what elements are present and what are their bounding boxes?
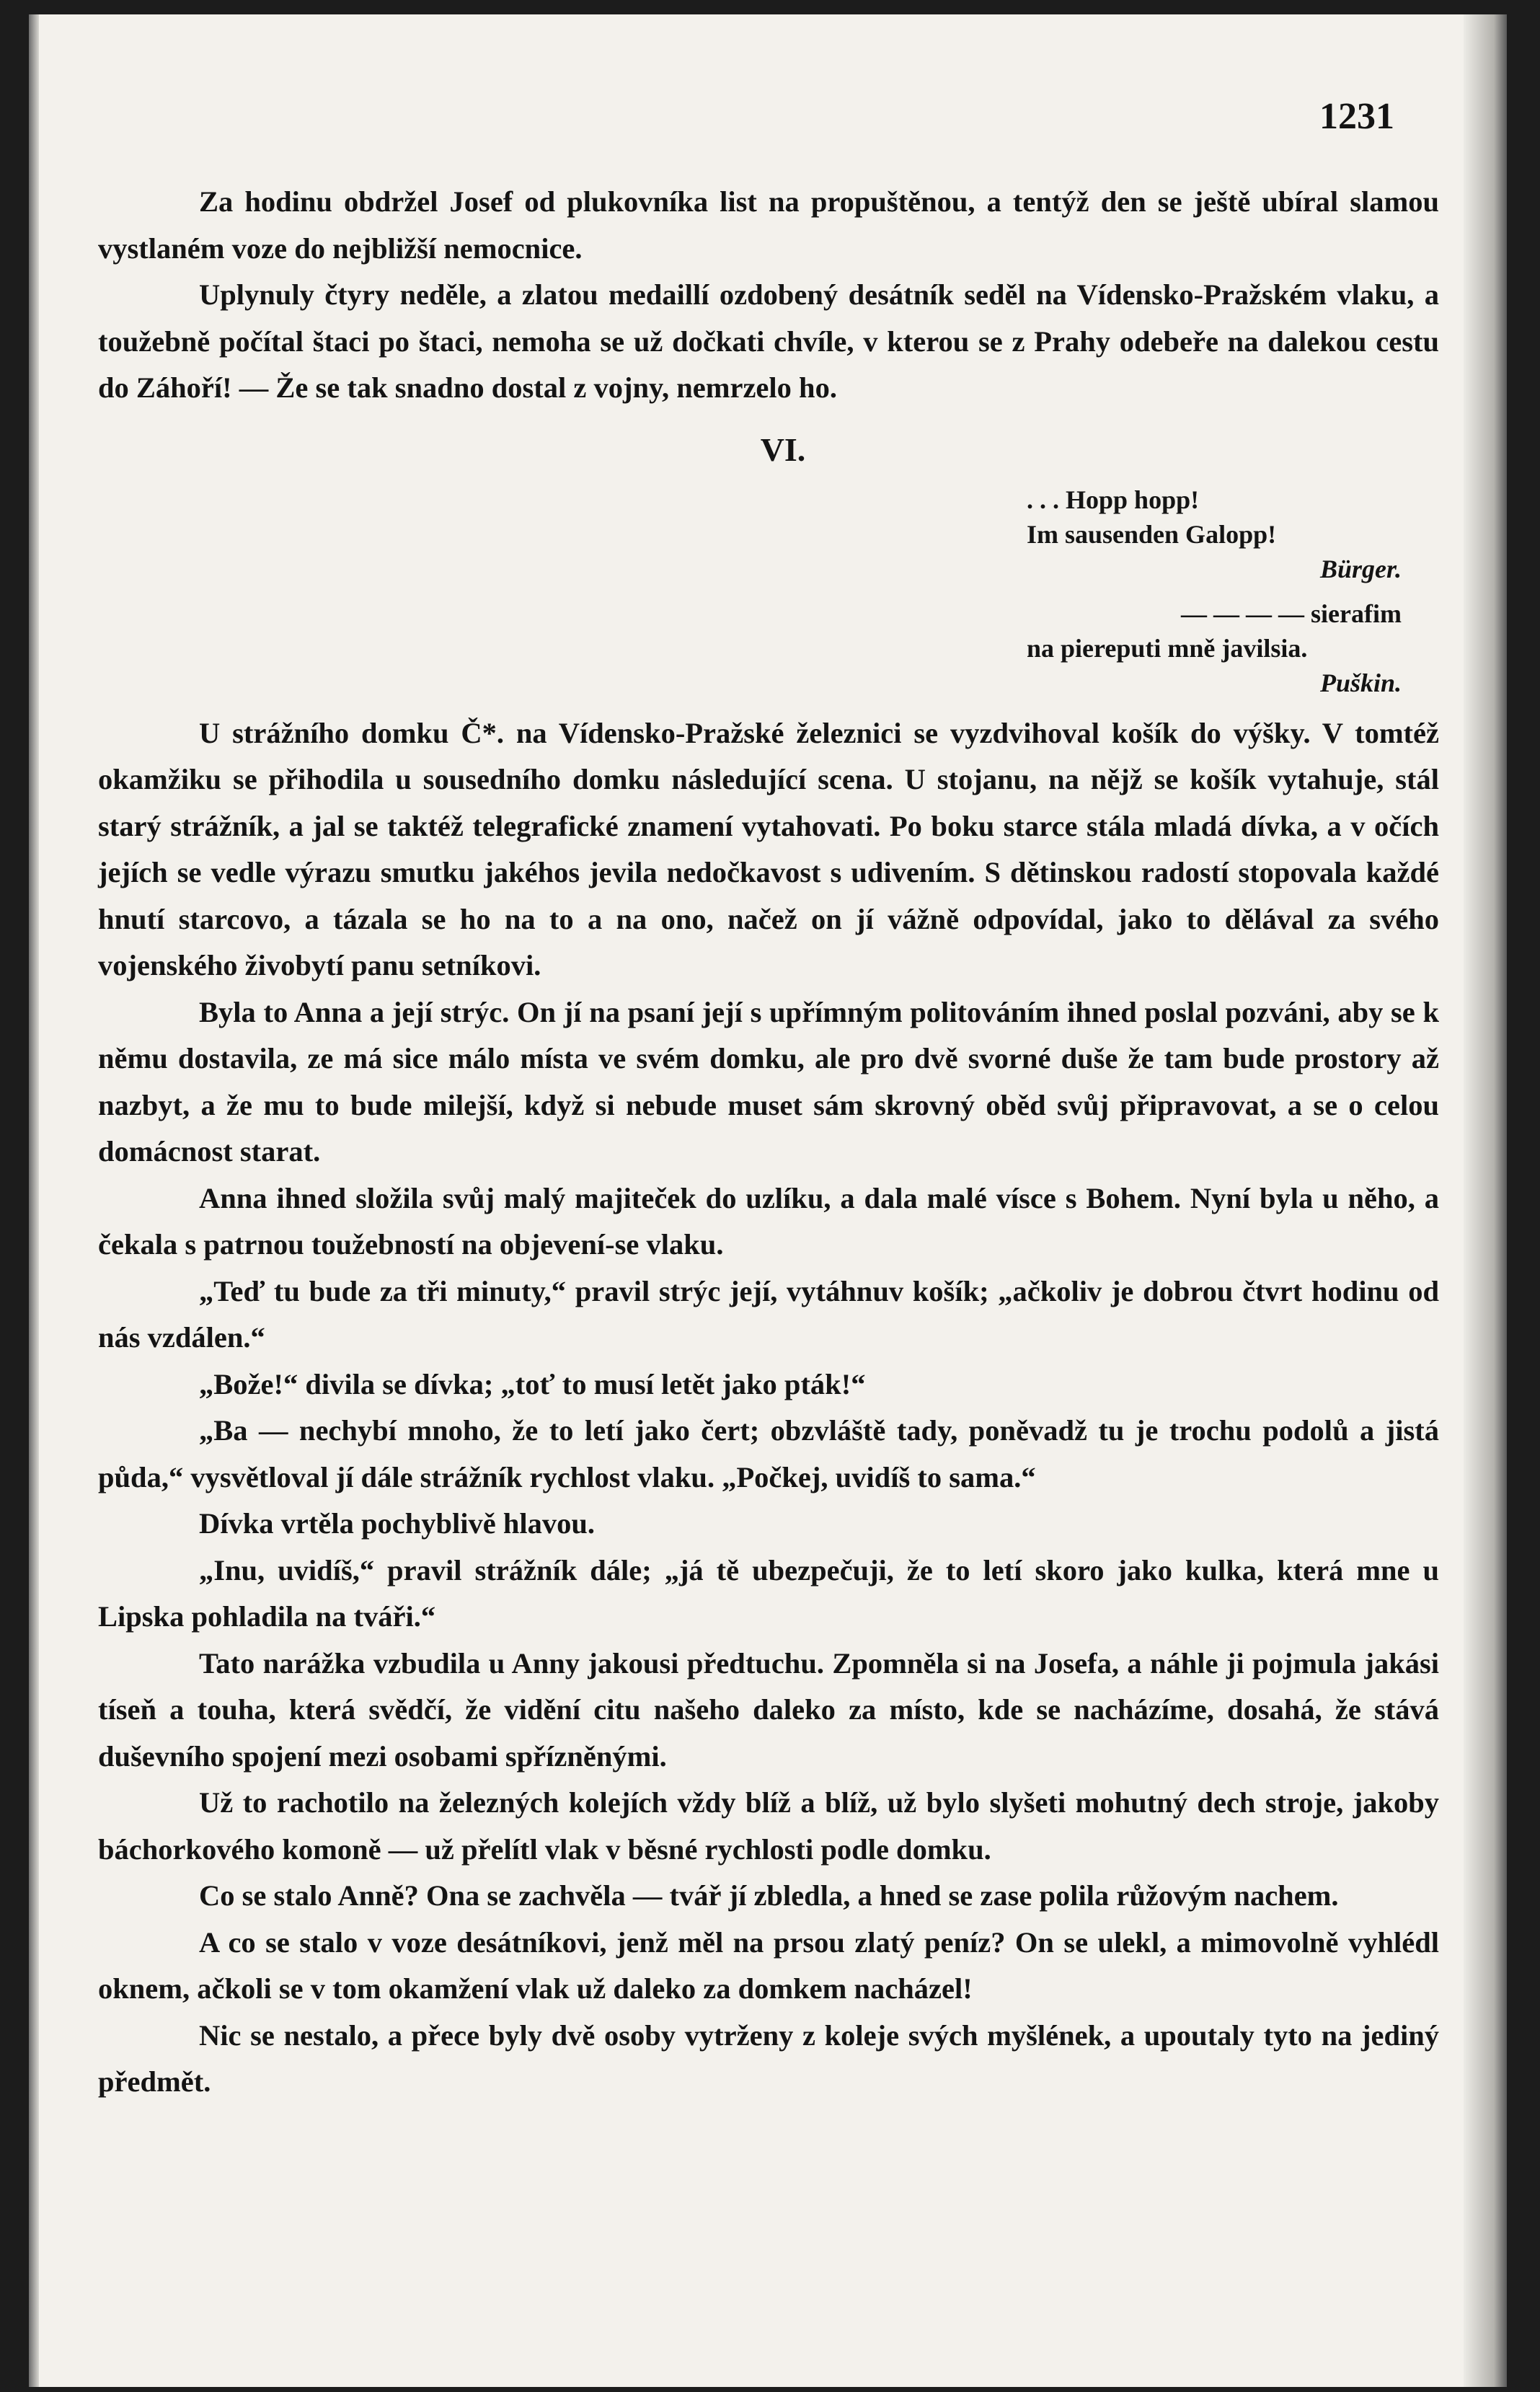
paragraph-12: Už to rachotilo na železných kolejích vždy blíž a blíž, už bylo slyšeti mohutný dech stroje, jakoby báchorkového komoně — už přelítl vlak v běsné rychlosti podle domku. (98, 1786, 1439, 1866)
epigraph-line: . . . Hopp hopp! (1027, 485, 1200, 514)
epigraph-author: Bürger. (1319, 554, 1402, 583)
paragraph-4: Byla to Anna a její strýc. On jí na psaní její s upřímným politováním ihned poslal pozváni, aby se k němu dostavila, ze má sice málo místa ve svém domku, ale pro dvě svorné duše že tam bude prostory až nazbyt, a že mu to bude milejší, když si nebude muset sám skrovný oběd svůj připravovat, a se o celou domácnost starat. (98, 995, 1439, 1168)
page-number: 1231 (1319, 96, 1394, 137)
epigraph-line: — — — — sierafim (1181, 599, 1402, 628)
paragraph-15: Nic se nestalo, a přece byly dvě osoby vytrženy z koleje svých myšlének, a upoutaly tyto na jediný předmět. (98, 2018, 1439, 2098)
paragraph-13: Co se stalo Anně? Ona se zachvěla — tvář jí zbledla, a hned se zase polila růžovým nachem. (199, 1879, 1339, 1912)
paragraph-3: U strážního domku Č*. na Vídensko-Pražské železnici se vyzdvihoval košík do výšky. V tomtéž okamžiku se přihodila u sousedního domku následující scena. U stojanu, na nějž se košík vytahuje, stál starý strážník, a jal se taktéž telegrafické znamení vytahovati. Po boku starce stála mladá dívka, a v očích jejích se vedle výrazu smutku jakéhos jevila nedočkavost s udivením. S dětinskou radostí stopovala každé hnutí starcovo, a tázala se ho na to a na ono, načež on jí vážně odpovídal, jako to dělával za svého vojenského živobytí panu setníkovi. (98, 716, 1439, 981)
epigraph-author: Puškin. (1319, 668, 1402, 697)
section-heading: VI. (760, 431, 806, 468)
page-left-edge-shadow (29, 14, 39, 2387)
epigraph-line: na piereputi mně javilsia. (1027, 633, 1308, 663)
paragraph-6: „Teď tu bude za tři minuty,“ pravil strýc její, vytáhnuv košík; „ačkoliv je dobrou čtvrt hodinu od nás vzdálen.“ (98, 1274, 1439, 1354)
paragraph-8: „Ba — nechybí mnoho, že to letí jako čert; obzvláště tady, poněvadž tu je trochu podolů a jistá půda,“ vysvětloval jí dále strážník rychlost vlaku. „Počkej, uvidíš to sama.“ (98, 1414, 1439, 1493)
paragraph-14: A co se stalo v voze desátníkovi, jenž měl na prsou zlatý peníz? On se ulekl, a mimovolně vyhlédl oknem, ačkoli se v tom okamžení vlak už daleko za domkem nacházel! (98, 1925, 1439, 2005)
epigraph-line: Im sausenden Galopp! (1027, 519, 1277, 549)
epigraph-puskin (1027, 596, 1402, 700)
paragraph-1: Za hodinu obdržel Josef od plukovníka list na propuštěnou, a tentýž den se ještě ubíral slamou vystlaném voze do nejbližší nemocnice. (98, 185, 1439, 265)
paragraph-11: Tato narážka vzbudila u Anny jakousi předtuchu. Zpomněla si na Josefa, a náhle ji pojmula jakási tíseň a touha, která svědčí, že vidění citu našeho daleko za místo, kde se nacházíme, dosahá, že stává duševního spojení mezi osobami spřízněnými. (98, 1646, 1439, 1773)
paragraph-5: Anna ihned složila svůj malý majiteček do uzlíku, a dala malé vísce s Bohem. Nyní byla u něho, a čekala s patrnou toužebností na objevení-se vlaku. (98, 1181, 1439, 1261)
paragraph-2: Uplynuly čtyry neděle, a zlatou medaillí ozdobený desátník seděl na Vídensko-Pražském vlaku, a toužebně počítal štaci po štaci, nemoha se už dočkati chvíle, v kterou se z Prahy odebeře na dalekou cestu do Záhoří! — Že se tak snadno dostal z vojny, nemrzelo ho. (98, 278, 1439, 404)
body-text (98, 179, 1439, 2106)
paragraph-7: „Bože!“ divila se dívka; „toť to musí letět jako pták!“ (199, 1367, 866, 1400)
paragraph-9: Dívka vrtěla pochyblivě hlavou. (199, 1507, 596, 1540)
scanned-page (29, 14, 1507, 2387)
epigraph-burger (1027, 482, 1402, 586)
page-right-edge-shadow (1464, 14, 1507, 2387)
paragraph-10: „Inu, uvidíš,“ pravil strážník dále; „já tě ubezpečuji, že to letí skoro jako kulka, která mne u Lipska pohladila na tváři.“ (98, 1553, 1439, 1633)
